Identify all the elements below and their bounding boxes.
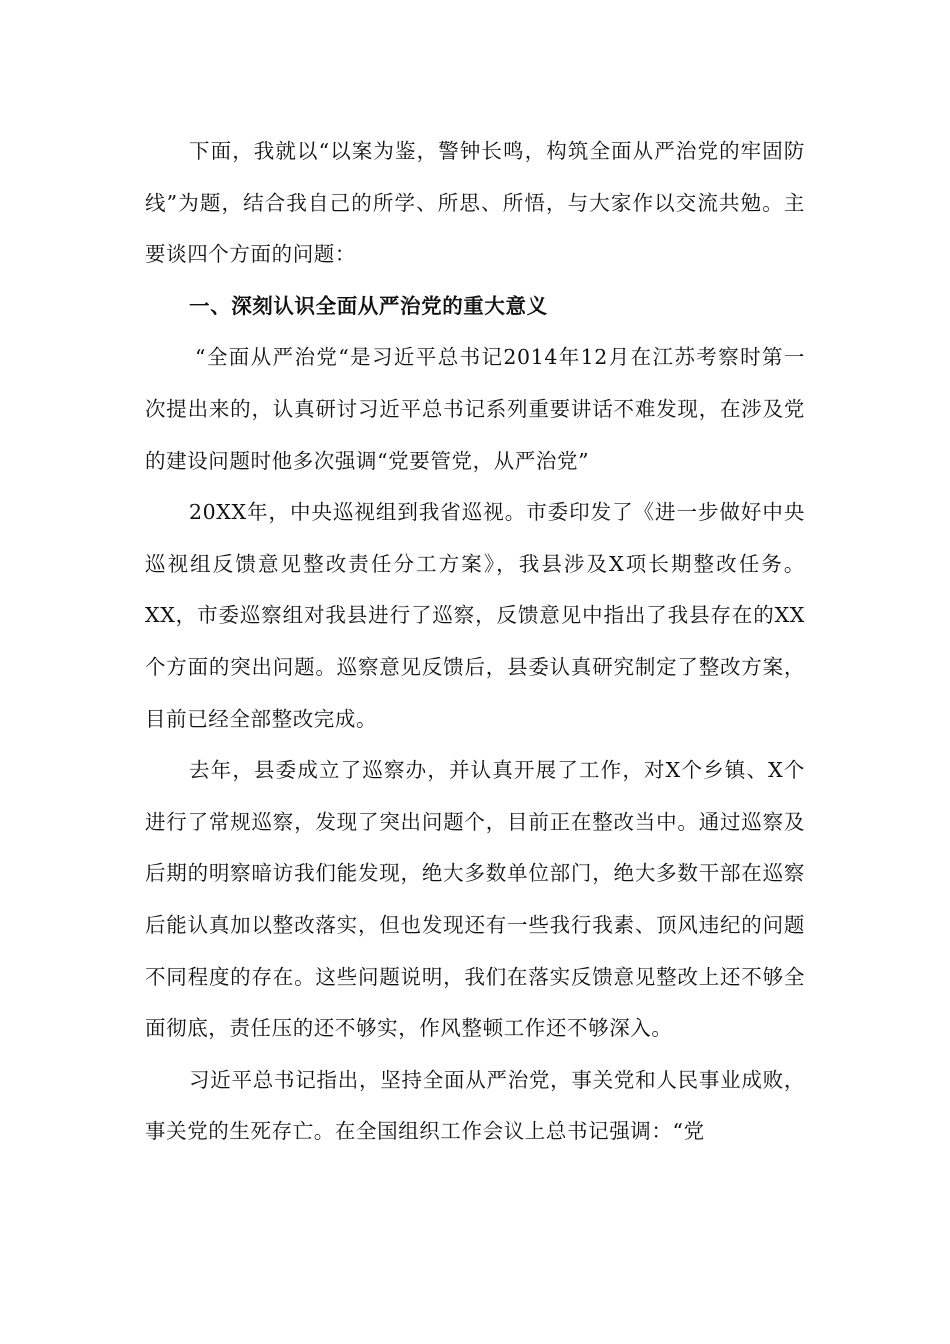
paragraph-quote: “全面从严治党“是习近平总书记2014年12月在江苏考察时第一次提出来的，认真研讨习近平总书记系列重要讲话不难发现，在涉及党的建设问题时他多次强调“党要管党，从严治党” [145,345,805,473]
section-heading-1: 一、深刻认识全面从严治党的重大意义 [189,293,548,318]
document-body [145,126,805,1158]
paragraph-intro: 下面，我就以“以案为鉴，警钟长鸣，构筑全面从严治党的牢固防线”为题，结合我自己的所学、所思、所悟，与大家作以交流共勉。主要谈四个方面的问题： [145,139,806,267]
paragraph-last-year: 去年，县委成立了巡察办，并认真开展了工作，对X个乡镇、X个进行了常规巡察，发现了突出问题个，目前正在整改当中。通过巡察及后期的明察暗访我们能发现，绝大多数单位部门，绝大多数干部在巡察后能认真加以整改落实，但也发现还有一些我行我素、顶风违纪的问题不同程度的存在。这些问题说明，我们在落实反馈意见整改上还不够全面彻底，责任压的还不够实，作风整顿工作还不够深入。 [145,758,806,1041]
paragraph-xi-quote: 习近平总书记指出，坚持全面从严治党，事关党和人民事业成败，事关党的生死存亡。在全国组织工作会议上总书记强调：“党 [145,1067,806,1144]
paragraph-inspection: 20XX年，中央巡视组到我省巡视。市委印发了《进一步做好中央巡视组反馈意见整改责任分工方案》，我县涉及X项长期整改任务。XX，市委巡察组对我县进行了巡察，反馈意见中指出了我县存在的XX个方面的突出问题。巡察意见反馈后，县委认真研究制定了整改方案，目前已经全部整改完成。 [145,500,806,731]
